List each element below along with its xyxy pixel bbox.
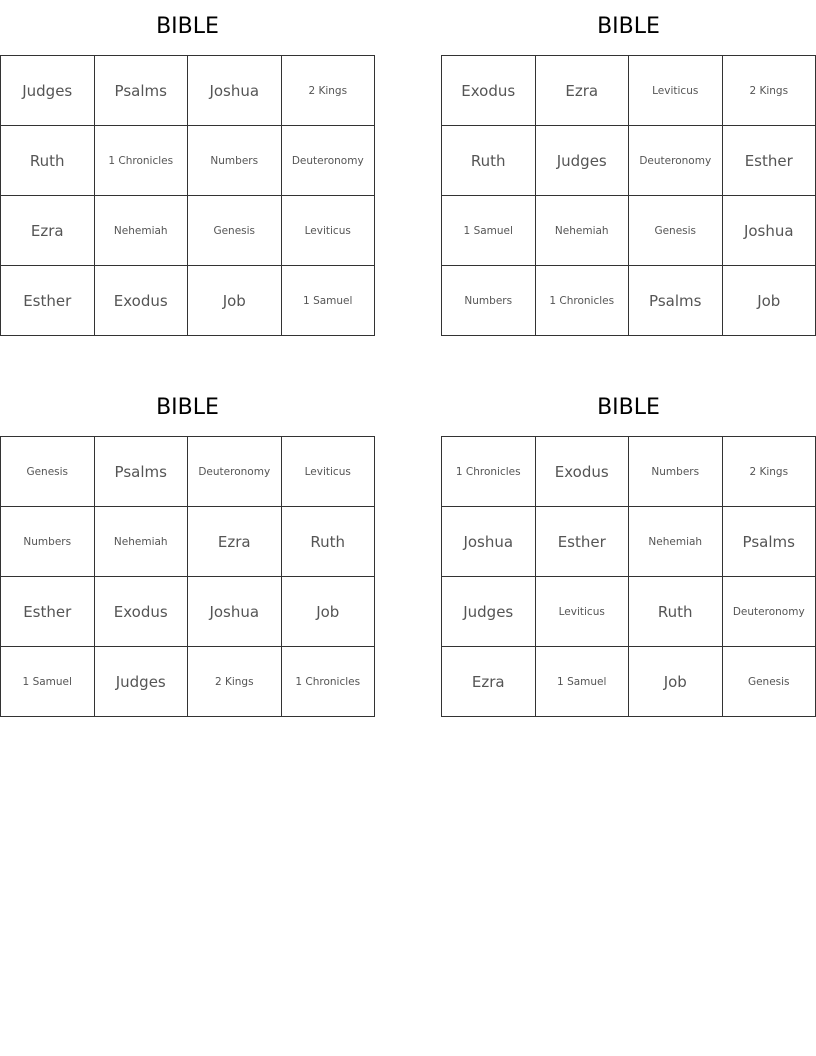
grid-cell: 1 Samuel <box>282 266 376 336</box>
grid-cell: Job <box>629 647 723 717</box>
grid-cell: 1 Samuel <box>442 196 536 266</box>
grid-cell: Ezra <box>442 647 536 717</box>
grid-cell: Job <box>282 577 376 647</box>
grid-cell: Joshua <box>723 196 816 266</box>
grid-cell: Psalms <box>629 266 723 336</box>
grid-cell: Exodus <box>442 56 536 126</box>
grid-cell: 2 Kings <box>723 437 816 507</box>
grid-cell: Joshua <box>442 507 536 577</box>
grid-cell: Psalms <box>95 56 189 126</box>
grid-cell: Ruth <box>442 126 536 196</box>
bingo-grid <box>441 55 816 336</box>
grid-cell: Deuteronomy <box>282 126 376 196</box>
card-title: BIBLE <box>597 395 660 420</box>
grid-cell: Deuteronomy <box>629 126 723 196</box>
grid-cell: 2 Kings <box>188 647 282 717</box>
grid-cell: Numbers <box>188 126 282 196</box>
grid-cell: Exodus <box>95 577 189 647</box>
grid-cell: Joshua <box>188 577 282 647</box>
card-title: BIBLE <box>156 14 219 39</box>
grid-cell: 1 Samuel <box>536 647 630 717</box>
grid-cell: 1 Samuel <box>1 647 95 717</box>
grid-cell: Job <box>188 266 282 336</box>
card-title: BIBLE <box>597 14 660 39</box>
grid-cell: Ruth <box>629 577 723 647</box>
grid-cell: Ruth <box>282 507 376 577</box>
bingo-grid <box>0 436 375 717</box>
grid-cell: Judges <box>1 56 95 126</box>
grid-cell: Numbers <box>442 266 536 336</box>
grid-cell: Genesis <box>1 437 95 507</box>
grid-cell: Exodus <box>536 437 630 507</box>
grid-cell: Job <box>723 266 816 336</box>
grid-cell: 1 Chronicles <box>95 126 189 196</box>
grid-cell: Numbers <box>629 437 723 507</box>
grid-cell: Leviticus <box>282 437 376 507</box>
grid-cell: Esther <box>723 126 816 196</box>
bingo-grid <box>441 436 816 717</box>
grid-cell: Ezra <box>188 507 282 577</box>
grid-cell: Numbers <box>1 507 95 577</box>
grid-cell: Leviticus <box>536 577 630 647</box>
card-title: BIBLE <box>156 395 219 420</box>
grid-cell: Nehemiah <box>95 507 189 577</box>
grid-cell: Deuteronomy <box>188 437 282 507</box>
grid-cell: Psalms <box>95 437 189 507</box>
grid-cell: 1 Chronicles <box>282 647 376 717</box>
grid-cell: Ezra <box>1 196 95 266</box>
bingo-grid <box>0 55 375 336</box>
grid-cell: Genesis <box>188 196 282 266</box>
grid-cell: Esther <box>536 507 630 577</box>
grid-cell: Judges <box>95 647 189 717</box>
grid-cell: Genesis <box>723 647 816 717</box>
grid-cell: Deuteronomy <box>723 577 816 647</box>
grid-cell: Joshua <box>188 56 282 126</box>
grid-cell: Ruth <box>1 126 95 196</box>
grid-cell: Nehemiah <box>536 196 630 266</box>
grid-cell: Genesis <box>629 196 723 266</box>
grid-cell: Exodus <box>95 266 189 336</box>
grid-cell: Judges <box>442 577 536 647</box>
grid-cell: 1 Chronicles <box>536 266 630 336</box>
grid-cell: Nehemiah <box>95 196 189 266</box>
grid-cell: Nehemiah <box>629 507 723 577</box>
grid-cell: Esther <box>1 577 95 647</box>
grid-cell: Ezra <box>536 56 630 126</box>
grid-cell: Judges <box>536 126 630 196</box>
grid-cell: Leviticus <box>282 196 376 266</box>
grid-cell: Leviticus <box>629 56 723 126</box>
grid-cell: Esther <box>1 266 95 336</box>
grid-cell: 2 Kings <box>282 56 376 126</box>
grid-cell: 1 Chronicles <box>442 437 536 507</box>
grid-cell: Psalms <box>723 507 816 577</box>
grid-cell: 2 Kings <box>723 56 816 126</box>
